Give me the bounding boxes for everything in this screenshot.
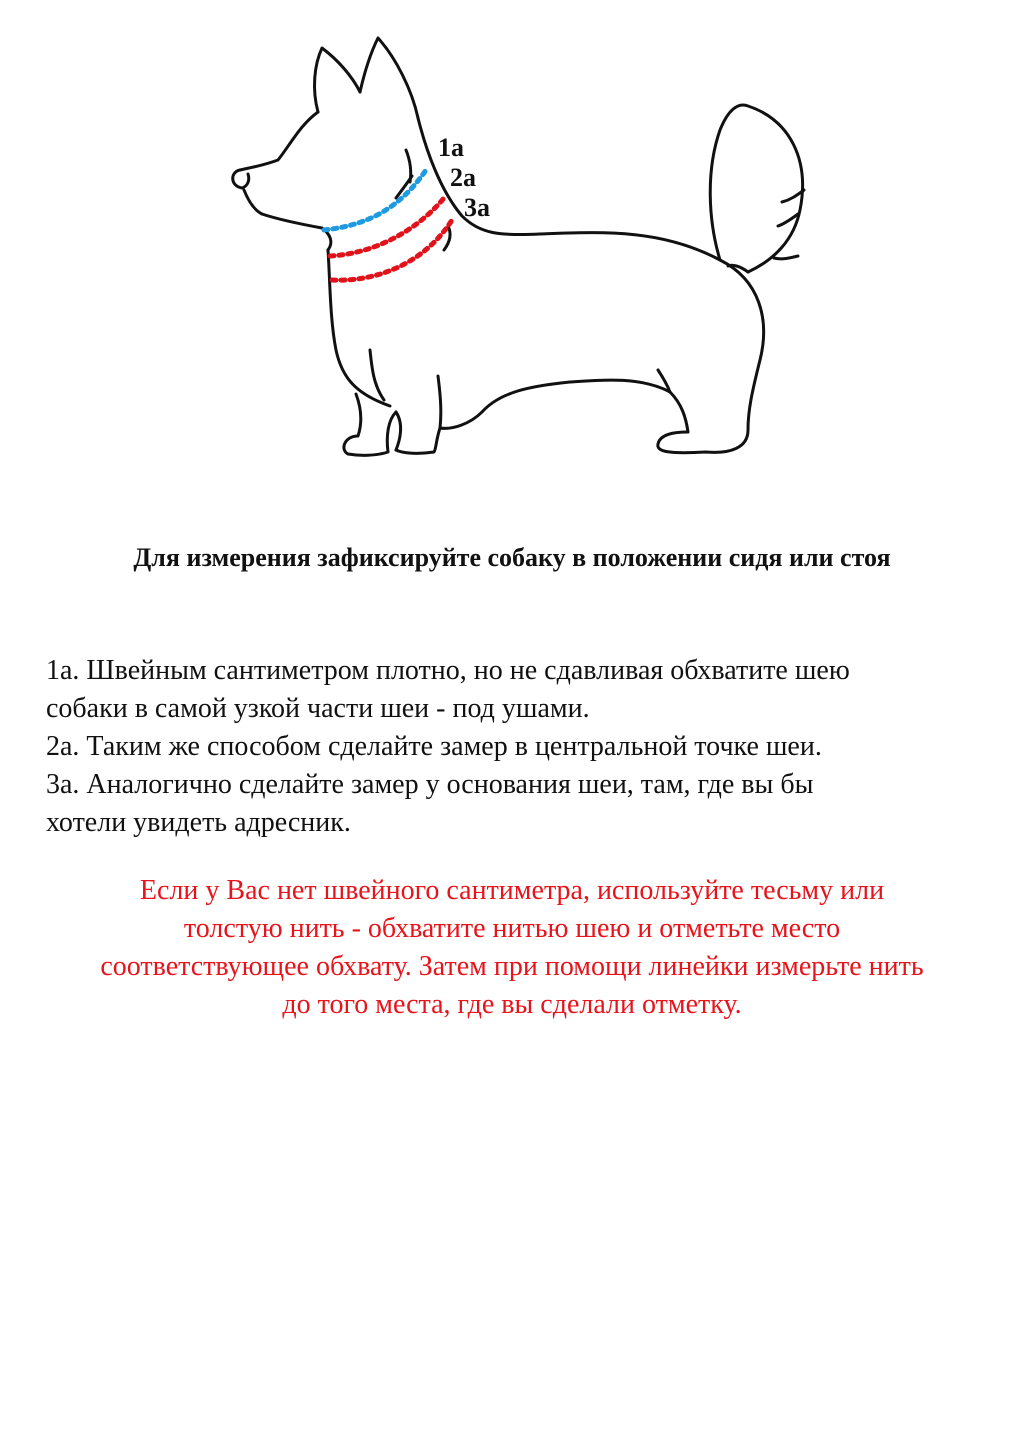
note-line: до того места, где вы сделали отметку.: [282, 989, 742, 1020]
note-line: соответствующее обхвату. Затем при помощи линейки измерьте нить: [100, 951, 924, 982]
label-2a: 2a: [450, 163, 476, 192]
ear-left: [315, 48, 360, 112]
instruction-line: хотели увидеть адресник.: [46, 807, 351, 838]
note-line: толстую нить - обхватите нитью шею и отметьте место: [183, 913, 841, 944]
alternative-method-note: [40, 872, 984, 1024]
front-leg-near-inner: [396, 412, 401, 450]
jaw: [262, 214, 331, 250]
tail-fur-3: [774, 256, 798, 259]
dog-outline-svg: [200, 20, 820, 480]
rear-leg-inner: [670, 392, 688, 432]
note-line: Если у Вас нет швейного сантиметра, используйте тесьму или: [139, 875, 885, 906]
rear-paw: [658, 430, 748, 453]
instruction-line: 3а. Аналогично сделайте замер у основания шеи, там, где вы бы: [46, 769, 814, 800]
instruction-line: 1а. Швейным сантиметром плотно, но не сдавливая обхватите шею: [46, 655, 850, 686]
label-3a: 3a: [464, 193, 490, 222]
page-heading: Для измерения зафиксируйте собаку в положении сидя или стоя: [133, 543, 891, 572]
dog-measurement-diagram: [200, 20, 820, 480]
ear-right: [360, 38, 418, 118]
head-top: [240, 112, 318, 170]
instruction-line: собаки в самой узкой части шеи - под ушами.: [46, 693, 590, 724]
nose: [233, 170, 249, 188]
belly: [570, 380, 670, 392]
front-paw-far: [396, 428, 440, 453]
rump: [720, 260, 764, 430]
elbow-line: [370, 350, 384, 400]
front-paw-near: [344, 394, 396, 455]
label-1a: 1a: [438, 133, 464, 162]
belly-front: [440, 382, 570, 428]
dog-outline: [233, 38, 804, 455]
tail-outer: [710, 105, 802, 272]
measure-line-3a: [332, 220, 452, 280]
mouth: [244, 190, 262, 214]
instruction-line: 2а. Таким же способом сделайте замер в центральной точке шеи.: [46, 731, 822, 762]
measurement-instructions: [46, 652, 996, 842]
front-leg-far: [438, 376, 441, 428]
